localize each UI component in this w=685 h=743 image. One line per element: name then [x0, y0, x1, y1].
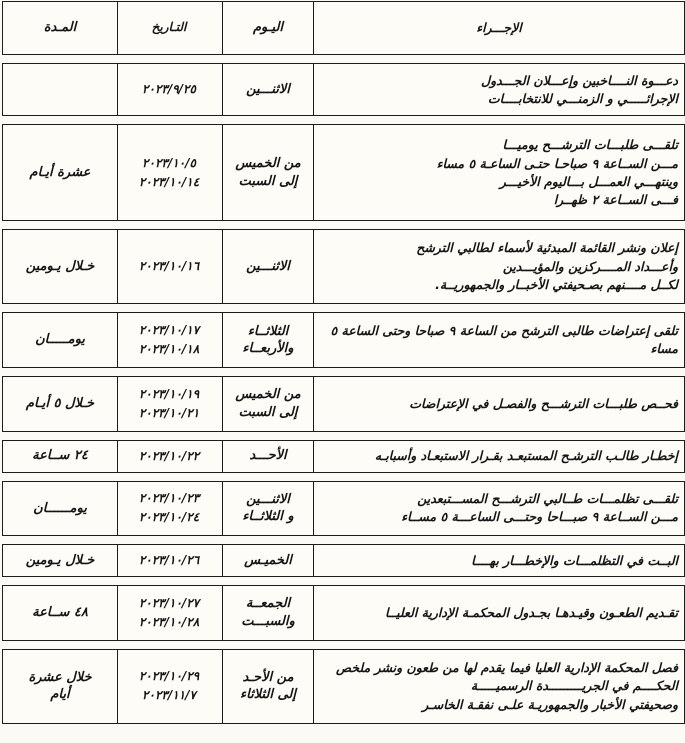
- day-cell-line: والأربعــاء: [242, 341, 294, 357]
- action-cell-line: إعلان ونشر القائمة المبدئية لأسماء لطالبي الترشح: [416, 240, 678, 256]
- date-cell-line: ٢٠٢٣/١٠/١٦: [138, 259, 200, 274]
- duration-cell-line: أيام: [50, 687, 70, 703]
- day-cell-line: الاثنـــين: [246, 81, 290, 97]
- day-cell-line: الجمعــة: [245, 596, 291, 612]
- action-cell-line: تقـديم الطعـون وقيـدهـا بجـدول المحكمـة الإدارية العليــا: [384, 604, 678, 620]
- action-cell-line: فحــص طلبـــات الترشـــح والفصـل في الإعتراضات: [409, 395, 678, 411]
- day-cell: [222, 312, 313, 368]
- duration-cell-line: خـلال ٥ أيـام: [25, 396, 95, 412]
- duration-cell: [2, 481, 117, 537]
- duration-cell-line: ٤٨ ســاعة: [32, 605, 88, 621]
- action-cell-line: فـــى الســاعة ٢ ظهــرا: [553, 191, 678, 207]
- day-cell: [222, 63, 313, 116]
- day-cell: [222, 124, 313, 221]
- date-cell-line: ٢٠٢٣/١٠/١٧: [138, 322, 200, 337]
- date-cell: [117, 124, 222, 221]
- header-day: اليـوم: [222, 1, 313, 55]
- date-cell-line: ٢٠٢٣/١٠/٢٦: [138, 553, 200, 568]
- action-cell-line: البــت في التظلمـــات والإخطـــار بهــــا: [471, 552, 678, 568]
- header-date: التـاريخ: [117, 1, 222, 55]
- action-cell-line: الإجرائـــــي و الزمنـــي للانتخابــــات: [487, 90, 678, 106]
- action-cell: [313, 440, 685, 473]
- action-cell: [313, 649, 685, 724]
- date-cell: [117, 376, 222, 432]
- date-cell-line: ٢٠٢٣/١٠/٢٩: [138, 669, 200, 684]
- date-cell: [117, 481, 222, 537]
- duration-cell: [2, 124, 117, 221]
- day-cell-line: الأحـــد: [249, 448, 287, 464]
- day-cell-line: إلى الثلاثاء: [240, 687, 296, 703]
- day-cell: [222, 649, 313, 724]
- table-row: [2, 440, 685, 473]
- day-cell-line: من الأحـد: [242, 669, 294, 685]
- date-cell: [117, 312, 222, 368]
- header-duration: المـدة: [2, 1, 117, 55]
- action-cell-line: مـــن الســاعة ٩ صباحـا حتـى الساعـة ٥ مساء: [436, 155, 678, 171]
- day-cell: [222, 229, 313, 304]
- date-cell: [117, 585, 222, 641]
- duration-cell-line: خلال عشرة: [28, 669, 92, 685]
- duration-cell: [2, 229, 117, 304]
- header-row: [2, 1, 685, 55]
- date-cell: [117, 649, 222, 724]
- action-cell-line: وأعـــداد المــــركزين والمؤيـــدين: [502, 258, 678, 274]
- date-cell-line: ٢٠٢٣/١٠/١٩: [138, 386, 200, 401]
- date-cell-line: ٢٠٢٣/١٠/٥: [142, 155, 196, 170]
- date-cell: [117, 229, 222, 304]
- action-cell: [313, 481, 685, 537]
- duration-cell: [2, 649, 117, 724]
- action-cell-line: وصحيفتي الأخبار والجمهوريـة علـى نفقـة الخاسـر: [422, 696, 678, 712]
- action-cell-line: إخطـار طالـب الترشـح المستبعـد بقـرار الاستبعـاد وأسبابـه: [374, 448, 678, 464]
- day-cell: [222, 544, 313, 577]
- day-cell-line: الخميـس: [244, 552, 292, 568]
- action-cell: [313, 376, 685, 432]
- date-cell: [117, 440, 222, 473]
- duration-cell: [2, 312, 117, 368]
- duration-cell: [2, 440, 117, 473]
- date-cell-line: ٢٠٢٣/١٠/١٤: [138, 174, 200, 189]
- day-cell-line: إلى السبت: [238, 173, 298, 189]
- day-cell: [222, 481, 313, 537]
- date-cell-line: ٢٠٢٣/١٠/٢٣: [138, 491, 200, 506]
- duration-cell: [2, 544, 117, 577]
- duration-cell-line: خـلال يـومين: [25, 552, 95, 568]
- action-cell-line: تلقى إعتراضات طالبى الترشح من الساعة ٩ صباحا وحتى الساعة ٥ مساء: [330, 322, 678, 357]
- action-cell: [313, 585, 685, 641]
- date-cell: [117, 544, 222, 577]
- duration-cell-line: يومـــــان: [35, 332, 85, 348]
- action-cell-line: الحكــــم في الجريـــــــــدة الرسميـــــة: [470, 678, 678, 694]
- day-cell: [222, 585, 313, 641]
- action-cell-line: تلقـــى طلبـــات الترشـــح يوميـــا: [502, 137, 678, 153]
- table-row: [2, 544, 685, 577]
- day-cell-line: من الخميس: [235, 156, 301, 172]
- table-row: [2, 124, 685, 221]
- day-cell-line: و الثلاثــاء: [242, 509, 294, 525]
- duration-cell: [2, 376, 117, 432]
- day-cell-line: من الخميس: [235, 387, 301, 403]
- action-cell-line: تلقـــى تظلمـــات طــالبي الترشـــح المســـتبعدين: [417, 491, 678, 507]
- action-cell-line: وينتهـــي العمـــل بـــاليوم الأخيـــر: [499, 173, 678, 189]
- date-cell-line: ٢٠٢٣/١٠/٢٨: [138, 614, 200, 629]
- table-row: [2, 585, 685, 641]
- action-cell-line: مـــن الســاعة ٩ صبـــاحا وحتـــى الساعـــة ٥ مســاء: [401, 509, 678, 525]
- action-cell: [313, 124, 685, 221]
- table-row: [2, 312, 685, 368]
- day-cell-line: الاثنـــين: [246, 258, 290, 274]
- day-cell-line: والسبـــت: [241, 613, 295, 629]
- action-cell-line: فصل المحكمة الإدارية العليا فيما يقدم لها من طعون ونشر ملخص: [336, 660, 678, 676]
- schedule-sheet: [2, 1, 678, 740]
- duration-cell-line: ٢٤ ســاعة: [32, 448, 88, 464]
- header-action: الإجـــراء: [313, 1, 685, 55]
- election-schedule-table: [2, 0, 685, 732]
- table-row: [2, 481, 685, 537]
- action-cell-line: دعـــوة النــــاخبين وإعـــلان الجـــدول: [481, 72, 678, 88]
- date-cell-line: ٢٠٢٣/١١/٧: [142, 688, 196, 703]
- day-cell-line: الثلاثــاء: [247, 323, 289, 339]
- table-row: [2, 63, 685, 116]
- duration-cell: [2, 63, 117, 116]
- action-cell: [313, 63, 685, 116]
- action-cell: [313, 544, 685, 577]
- date-cell-line: ٢٠٢٣/٩/٢٥: [142, 82, 196, 97]
- date-cell-line: ٢٠٢٣/١٠/٢٧: [138, 595, 200, 610]
- duration-cell-line: خـلال يـومين: [25, 258, 95, 274]
- day-cell-line: إلى السبت: [238, 404, 298, 420]
- action-cell: [313, 312, 685, 368]
- day-cell: [222, 376, 313, 432]
- date-cell-line: ٢٠٢٣/١٠/١٨: [138, 342, 200, 357]
- table-row: [2, 376, 685, 432]
- date-cell-line: ٢٠٢٣/١٠/٢٢: [138, 448, 200, 463]
- action-cell: [313, 229, 685, 304]
- date-cell-line: ٢٠٢٣/١٠/٢٤: [138, 510, 200, 525]
- duration-cell-line: عشرة أيـام: [29, 164, 91, 180]
- action-cell-line: لكــل مــــنهم بصـحيفتي الأخبــار والجمهوريــة.: [435, 276, 678, 292]
- date-cell-line: ٢٠٢٣/١٠/٢١: [138, 405, 200, 420]
- table-row: [2, 229, 685, 304]
- day-cell-line: الاثنـــين: [246, 491, 290, 507]
- table-row: [2, 649, 685, 724]
- day-cell: [222, 440, 313, 473]
- date-cell: [117, 63, 222, 116]
- duration-cell-line: يومــــــان: [33, 500, 87, 516]
- duration-cell: [2, 585, 117, 641]
